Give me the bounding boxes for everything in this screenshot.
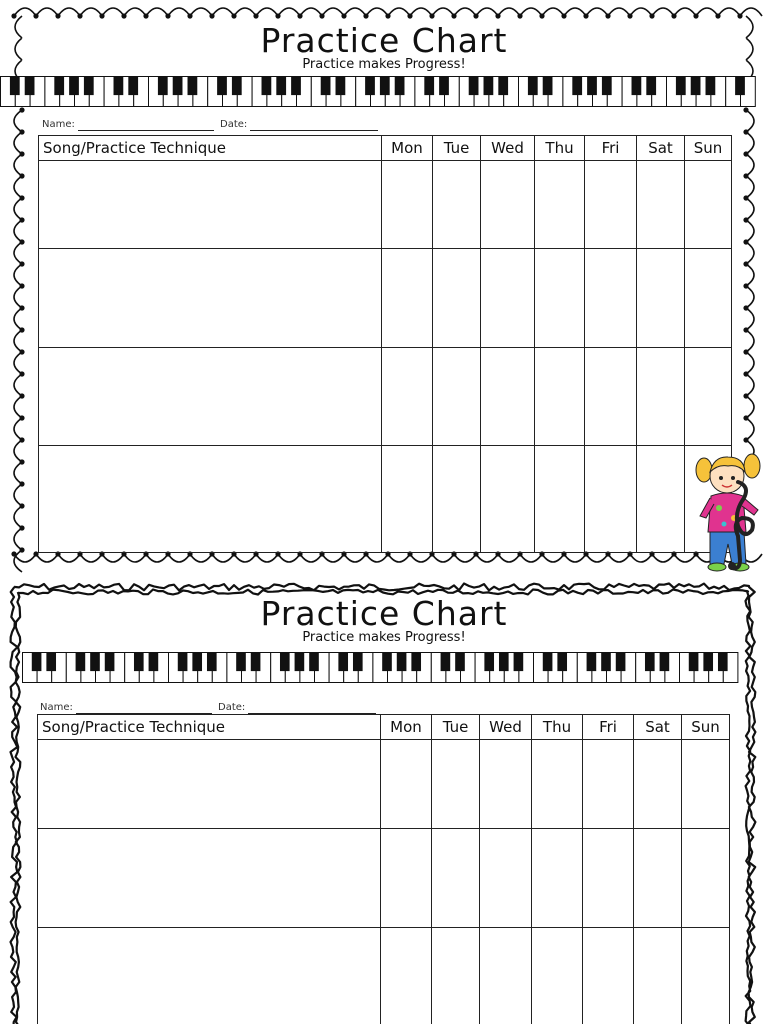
table-row xyxy=(38,740,730,829)
day-cell[interactable] xyxy=(433,249,481,348)
piano-keys-decoration xyxy=(22,652,742,684)
day-cell[interactable] xyxy=(637,348,685,446)
day-cell[interactable] xyxy=(433,446,481,553)
day-cell[interactable] xyxy=(682,928,730,1024)
day-cell[interactable] xyxy=(432,740,480,829)
date-label: Date: xyxy=(220,119,248,130)
song-cell[interactable] xyxy=(39,249,382,348)
day-cell[interactable] xyxy=(381,740,432,829)
table-row xyxy=(39,249,732,348)
day-cell[interactable] xyxy=(481,446,535,553)
chart-title: Practice Chart xyxy=(260,594,508,633)
day-cell[interactable] xyxy=(535,348,585,446)
day-cell[interactable] xyxy=(583,829,634,928)
column-header-sun: Sun xyxy=(682,715,730,740)
name-label: Name: xyxy=(40,702,73,713)
column-header-mon: Mon xyxy=(381,715,432,740)
day-cell[interactable] xyxy=(535,249,585,348)
day-cell[interactable] xyxy=(381,928,432,1024)
day-cell[interactable] xyxy=(532,829,583,928)
song-cell[interactable] xyxy=(39,161,382,249)
column-header-song: Song/Practice Technique xyxy=(38,715,381,740)
day-cell[interactable] xyxy=(685,249,732,348)
practice-table xyxy=(37,714,730,1024)
practice-chart-2 xyxy=(0,577,768,1024)
day-cell[interactable] xyxy=(583,928,634,1024)
column-header-wed: Wed xyxy=(480,715,532,740)
day-cell[interactable] xyxy=(637,249,685,348)
day-cell[interactable] xyxy=(682,740,730,829)
day-cell[interactable] xyxy=(634,740,682,829)
day-cell[interactable] xyxy=(637,161,685,249)
day-cell[interactable] xyxy=(532,928,583,1024)
column-header-thu: Thu xyxy=(535,136,585,161)
column-header-tue: Tue xyxy=(433,136,481,161)
day-cell[interactable] xyxy=(532,740,583,829)
day-cell[interactable] xyxy=(480,928,532,1024)
column-header-tue: Tue xyxy=(432,715,480,740)
day-cell[interactable] xyxy=(682,829,730,928)
day-cell[interactable] xyxy=(535,446,585,553)
table-row xyxy=(39,446,732,553)
day-cell[interactable] xyxy=(585,249,637,348)
chart-subtitle: Practice makes Progress! xyxy=(302,630,466,645)
girl-with-treble-clef-illustration xyxy=(694,452,764,574)
table-row xyxy=(38,928,730,1024)
column-header-song: Song/Practice Technique xyxy=(39,136,382,161)
day-cell[interactable] xyxy=(585,446,637,553)
day-cell[interactable] xyxy=(481,161,535,249)
day-cell[interactable] xyxy=(535,161,585,249)
column-header-sun: Sun xyxy=(685,136,732,161)
day-cell[interactable] xyxy=(685,161,732,249)
day-cell[interactable] xyxy=(585,161,637,249)
day-cell[interactable] xyxy=(382,249,433,348)
day-cell[interactable] xyxy=(433,348,481,446)
day-cell[interactable] xyxy=(481,249,535,348)
song-cell[interactable] xyxy=(39,348,382,446)
day-cell[interactable] xyxy=(480,829,532,928)
day-cell[interactable] xyxy=(432,829,480,928)
day-cell[interactable] xyxy=(382,161,433,249)
day-cell[interactable] xyxy=(433,161,481,249)
name-field[interactable] xyxy=(78,130,214,131)
table-header-row xyxy=(38,715,730,740)
column-header-mon: Mon xyxy=(382,136,433,161)
column-header-sat: Sat xyxy=(634,715,682,740)
table-header-row xyxy=(39,136,732,161)
day-cell[interactable] xyxy=(634,928,682,1024)
column-header-fri: Fri xyxy=(585,136,637,161)
day-cell[interactable] xyxy=(634,829,682,928)
column-header-thu: Thu xyxy=(532,715,583,740)
practice-table xyxy=(38,135,732,553)
name-label: Name: xyxy=(42,119,75,130)
song-cell[interactable] xyxy=(38,740,381,829)
column-header-fri: Fri xyxy=(583,715,634,740)
date-field[interactable] xyxy=(250,130,378,131)
day-cell[interactable] xyxy=(585,348,637,446)
chart-subtitle: Practice makes Progress! xyxy=(302,57,466,72)
chart-title: Practice Chart xyxy=(260,21,508,60)
day-cell[interactable] xyxy=(382,348,433,446)
day-cell[interactable] xyxy=(382,446,433,553)
column-header-sat: Sat xyxy=(637,136,685,161)
day-cell[interactable] xyxy=(432,928,480,1024)
column-header-wed: Wed xyxy=(481,136,535,161)
song-cell[interactable] xyxy=(38,928,381,1024)
table-row xyxy=(38,829,730,928)
day-cell[interactable] xyxy=(685,348,732,446)
song-cell[interactable] xyxy=(39,446,382,553)
day-cell[interactable] xyxy=(480,740,532,829)
day-cell[interactable] xyxy=(381,829,432,928)
day-cell[interactable] xyxy=(637,446,685,553)
table-row xyxy=(39,348,732,446)
piano-keys-decoration xyxy=(0,76,768,108)
day-cell[interactable] xyxy=(481,348,535,446)
table-row xyxy=(39,161,732,249)
day-cell[interactable] xyxy=(583,740,634,829)
song-cell[interactable] xyxy=(38,829,381,928)
date-label: Date: xyxy=(218,702,246,713)
